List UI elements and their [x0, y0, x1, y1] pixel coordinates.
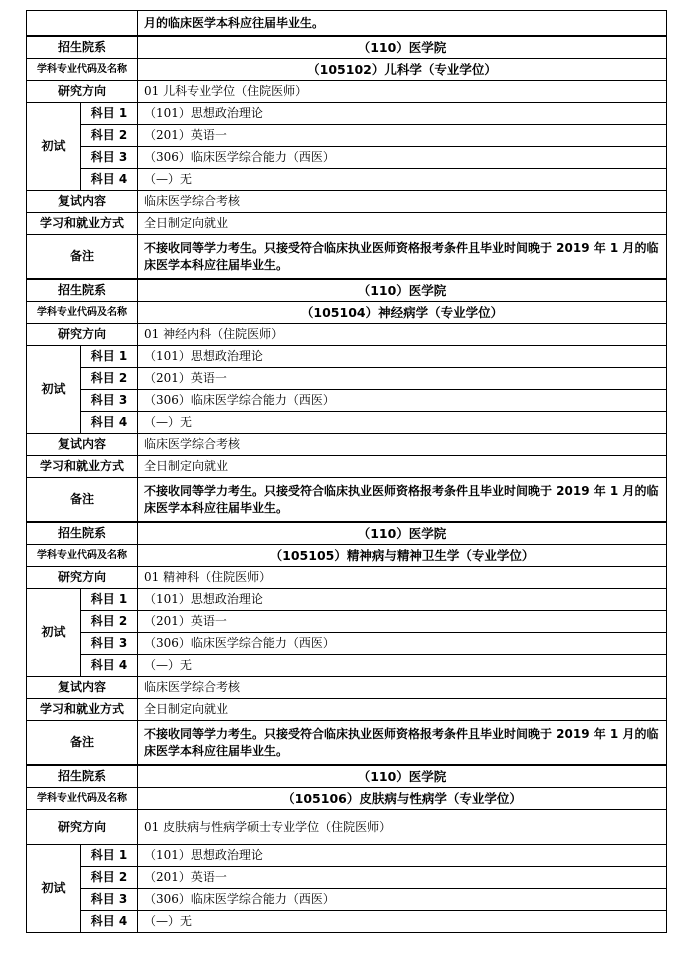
remark-value: 不接收同等学力考生。只接受符合临床执业医师资格报考条件且毕业时间晚于 2019 年 1 月的临床医学本科应往届毕业生。: [138, 478, 667, 523]
program-major-row: [27, 302, 667, 324]
remark-label: 备注: [27, 235, 138, 280]
subject3-value: （306）临床医学综合能力（西医）: [138, 147, 667, 169]
program-direction-row: [27, 567, 667, 589]
subject1-label: 科目 1: [81, 103, 138, 125]
direction-label: 研究方向: [27, 324, 138, 346]
subject-row: [27, 655, 667, 677]
subject3-value: （306）临床医学综合能力（西医）: [138, 889, 667, 911]
remark-row: [27, 721, 667, 766]
major-value: （105105）精神病与精神卫生学（专业学位）: [138, 545, 667, 567]
subject-row: [27, 889, 667, 911]
subject4-label: 科目 4: [81, 911, 138, 933]
college-value: （110）医学院: [138, 522, 667, 545]
major-value: （105106）皮肤病与性病学（专业学位）: [138, 788, 667, 810]
retest-label: 复试内容: [27, 191, 138, 213]
program-direction-row: [27, 324, 667, 346]
subject3-value: （306）临床医学综合能力（西医）: [138, 633, 667, 655]
program-direction-row: [27, 81, 667, 103]
college-label: 招生院系: [27, 36, 138, 59]
retest-label: 复试内容: [27, 434, 138, 456]
retest-label: 复试内容: [27, 677, 138, 699]
subject3-label: 科目 3: [81, 390, 138, 412]
subject2-label: 科目 2: [81, 867, 138, 889]
remark-row: [27, 235, 667, 280]
remark-label: 备注: [27, 721, 138, 766]
subject1-label: 科目 1: [81, 346, 138, 368]
subject3-value: （306）临床医学综合能力（西医）: [138, 390, 667, 412]
subject2-label: 科目 2: [81, 125, 138, 147]
study-mode-label: 学习和就业方式: [27, 456, 138, 478]
subject-row: [27, 589, 667, 611]
major-label: 学科专业代码及名称: [27, 545, 138, 567]
study-mode-value: 全日制定向就业: [138, 456, 667, 478]
subject-row: [27, 867, 667, 889]
subject-row: [27, 911, 667, 933]
college-label: 招生院系: [27, 765, 138, 788]
subject1-value: （101）思想政治理论: [138, 103, 667, 125]
direction-label: 研究方向: [27, 567, 138, 589]
direction-value: [138, 810, 667, 845]
college-label: 招生院系: [27, 522, 138, 545]
retest-row: [27, 191, 667, 213]
college-value: （110）医学院: [138, 279, 667, 302]
program-college-row: [27, 765, 667, 788]
subject4-value: （—）无: [138, 412, 667, 434]
direction-label: 研究方向: [27, 810, 138, 845]
college-value: （110）医学院: [138, 36, 667, 59]
college-value: （110）医学院: [138, 765, 667, 788]
subject4-value: （—）无: [138, 169, 667, 191]
remark-label: 备注: [27, 478, 138, 523]
program-college-row: [27, 279, 667, 302]
first-exam-label: 初试: [27, 346, 81, 434]
subject2-label: 科目 2: [81, 368, 138, 390]
subject3-label: 科目 3: [81, 889, 138, 911]
major-label: 学科专业代码及名称: [27, 788, 138, 810]
study-mode-row: [27, 456, 667, 478]
study-mode-label: 学习和就业方式: [27, 213, 138, 235]
retest-row: [27, 677, 667, 699]
subject1-value: （101）思想政治理论: [138, 346, 667, 368]
subject-row: [27, 611, 667, 633]
direction-value: 01 精神科（住院医师）: [138, 567, 667, 589]
program-college-row: [27, 522, 667, 545]
top-continuation-note: 月的临床医学本科应往届毕业生。: [138, 11, 667, 37]
major-value: （105102）儿科学（专业学位）: [138, 59, 667, 81]
subject4-label: 科目 4: [81, 412, 138, 434]
subject-row: [27, 390, 667, 412]
subject1-value: （101）思想政治理论: [138, 845, 667, 867]
remark-row: [27, 478, 667, 523]
retest-row: [27, 434, 667, 456]
direction-text: 01 皮肤病与性病学硕士专业学位（住院医师）: [144, 819, 392, 834]
subject4-value: （—）无: [138, 655, 667, 677]
subject2-value: （201）英语一: [138, 867, 667, 889]
major-label: 学科专业代码及名称: [27, 59, 138, 81]
program-table: [26, 10, 667, 933]
first-exam-label: 初试: [27, 589, 81, 677]
program-major-row: [27, 59, 667, 81]
remark-value: 不接收同等学力考生。只接受符合临床执业医师资格报考条件且毕业时间晚于 2019 年 1 月的临床医学本科应往届毕业生。: [138, 235, 667, 280]
first-exam-label: 初试: [27, 845, 81, 933]
program-major-row: [27, 545, 667, 567]
subject2-value: （201）英语一: [138, 125, 667, 147]
subject2-label: 科目 2: [81, 611, 138, 633]
first-exam-label: 初试: [27, 103, 81, 191]
program-major-row: [27, 788, 667, 810]
subject-row: [27, 633, 667, 655]
major-value: （105104）神经病学（专业学位）: [138, 302, 667, 324]
study-mode-label: 学习和就业方式: [27, 699, 138, 721]
subject-row: [27, 125, 667, 147]
subject3-label: 科目 3: [81, 147, 138, 169]
top-continuation-label: [27, 11, 138, 37]
subject-row: [27, 412, 667, 434]
study-mode-value: 全日制定向就业: [138, 699, 667, 721]
retest-value: 临床医学综合考核: [138, 434, 667, 456]
program-direction-row: [27, 810, 667, 845]
study-mode-row: [27, 699, 667, 721]
direction-value: 01 儿科专业学位（住院医师）: [138, 81, 667, 103]
remark-value: 不接收同等学力考生。只接受符合临床执业医师资格报考条件且毕业时间晚于 2019 年 1 月的临床医学本科应往届毕业生。: [138, 721, 667, 766]
subject-row: [27, 103, 667, 125]
direction-value: 01 神经内科（住院医师）: [138, 324, 667, 346]
subject-row: [27, 169, 667, 191]
subject3-label: 科目 3: [81, 633, 138, 655]
subject-row: [27, 346, 667, 368]
subject4-value: （—）无: [138, 911, 667, 933]
subject2-value: （201）英语一: [138, 368, 667, 390]
admissions-document: [26, 10, 666, 933]
college-label: 招生院系: [27, 279, 138, 302]
subject-row: [27, 147, 667, 169]
subject-row: [27, 368, 667, 390]
top-continuation-row: [27, 11, 667, 37]
study-mode-row: [27, 213, 667, 235]
direction-label: 研究方向: [27, 81, 138, 103]
subject1-value: （101）思想政治理论: [138, 589, 667, 611]
major-label: 学科专业代码及名称: [27, 302, 138, 324]
retest-value: 临床医学综合考核: [138, 677, 667, 699]
subject2-value: （201）英语一: [138, 611, 667, 633]
program-college-row: [27, 36, 667, 59]
subject4-label: 科目 4: [81, 655, 138, 677]
subject1-label: 科目 1: [81, 845, 138, 867]
subject-row: [27, 845, 667, 867]
retest-value: 临床医学综合考核: [138, 191, 667, 213]
study-mode-value: 全日制定向就业: [138, 213, 667, 235]
subject1-label: 科目 1: [81, 589, 138, 611]
subject4-label: 科目 4: [81, 169, 138, 191]
